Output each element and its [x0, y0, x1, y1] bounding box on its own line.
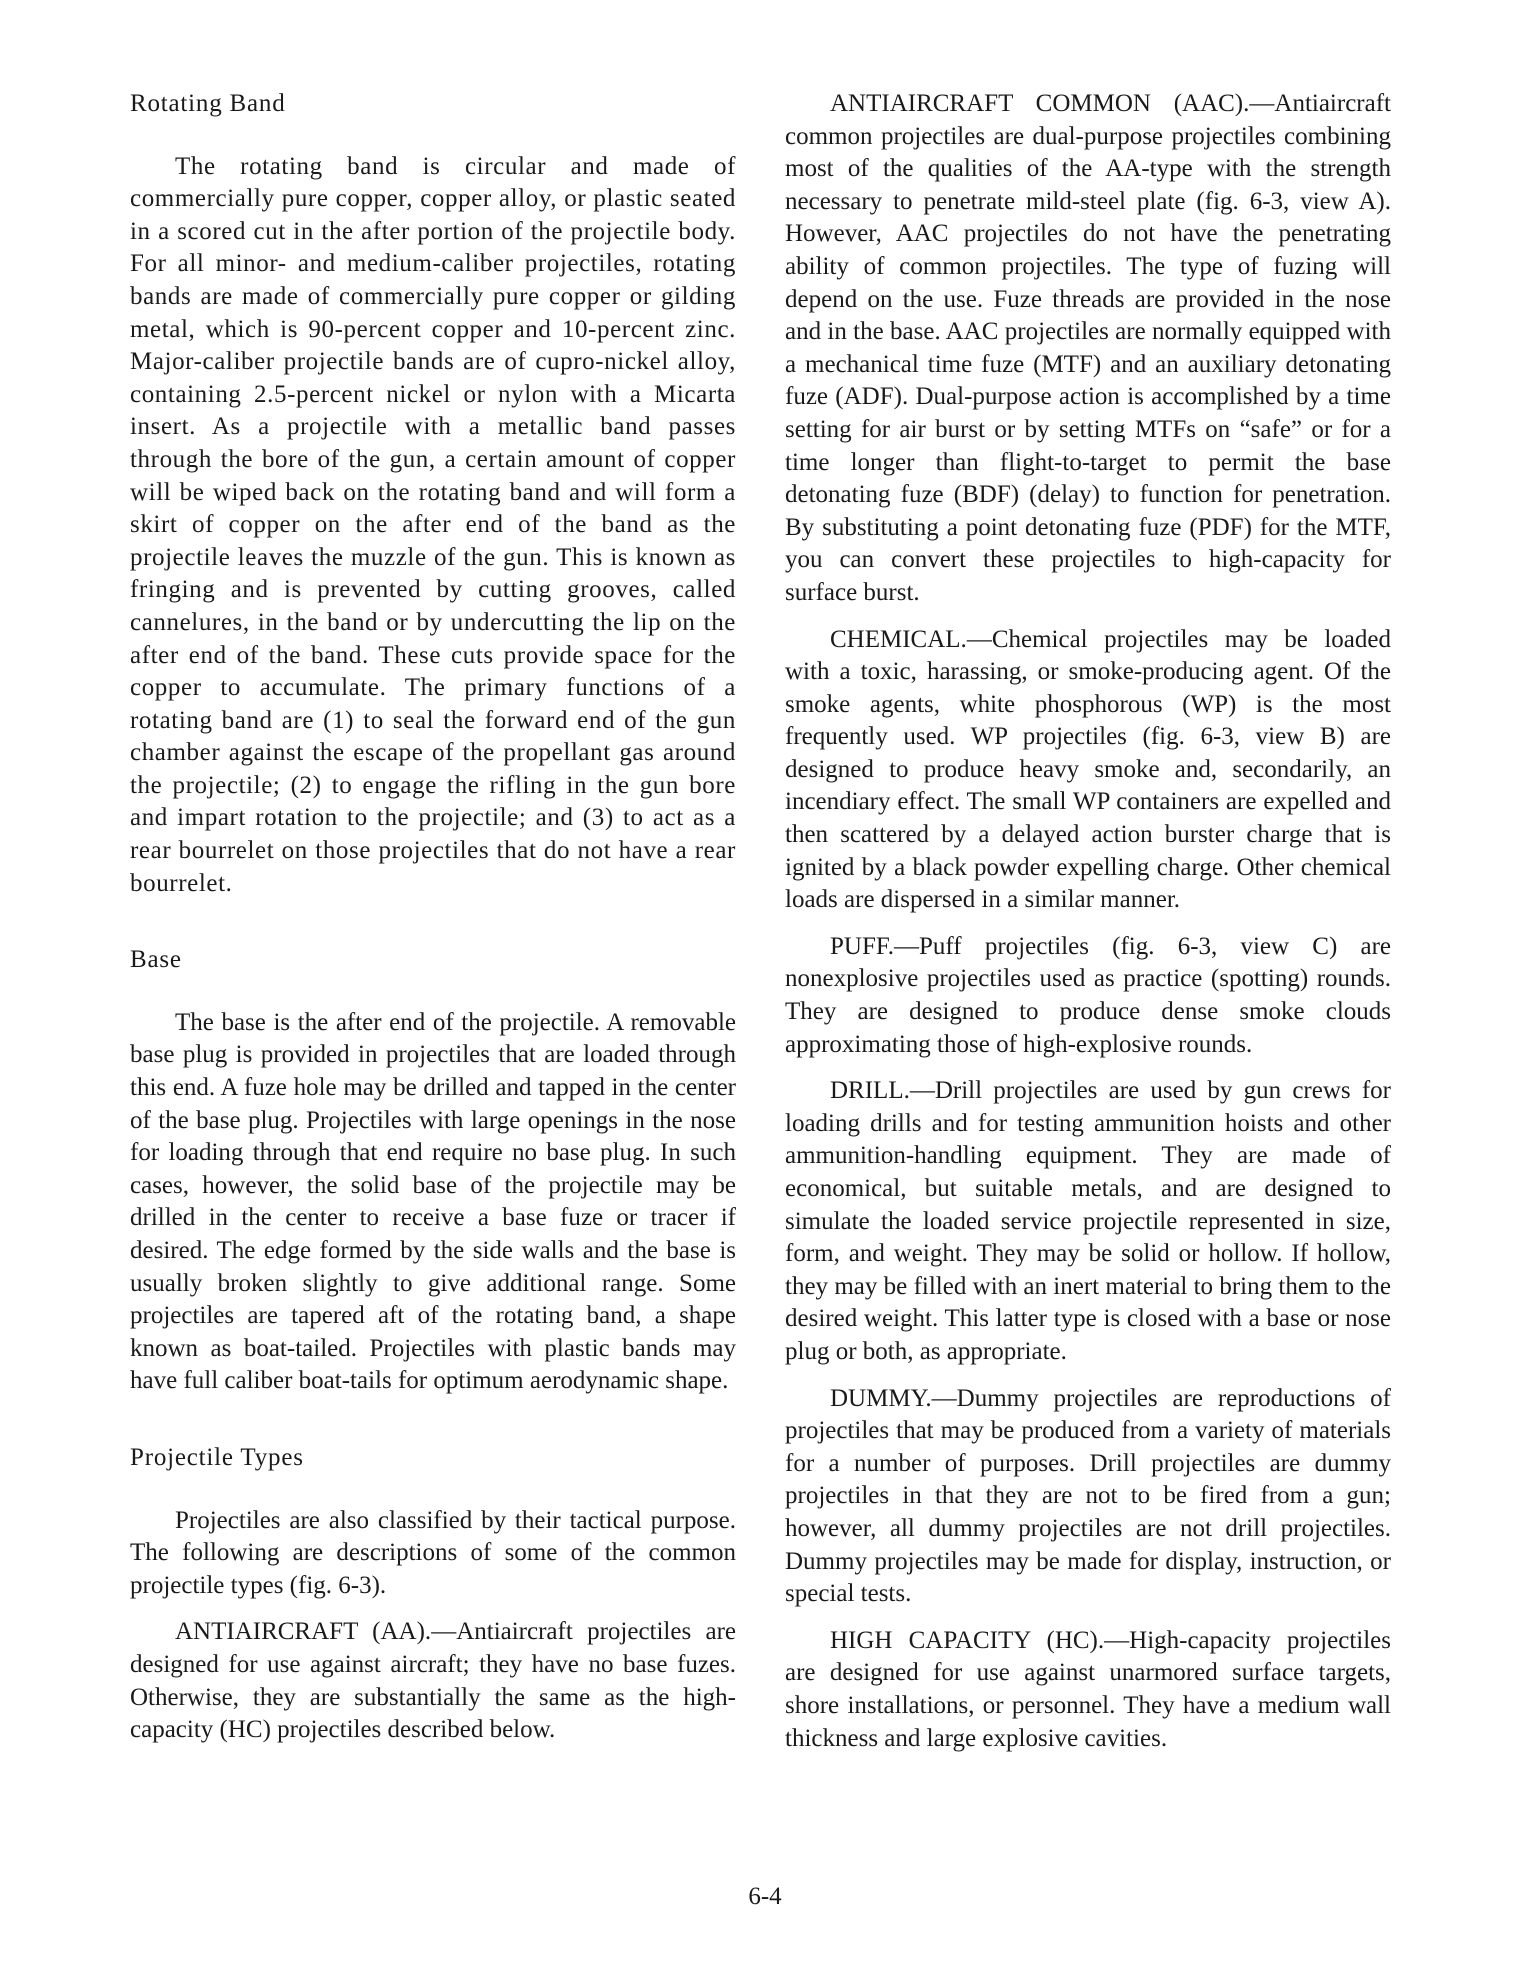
aac-text: —Antiaircraft common projectiles are dual-purpose projectiles combining most of the qualities of the AA-type with the strength necessary to penetrate mild-steel plate (fig. 6-3, view A). However, AAC projectiles do not have the penetrating ability of common projectiles. The type of fuzing will depend on the use. Fuze threads are provided in the nose and in the base. AAC projectiles are normally equipped with a mechanical time fuze (MTF) and an auxiliary detonating fuze (ADF). Dual-purpose action is accomplished by a time setting for air burst or by setting MTFs on “safe” or for a time longer than flight-to-target to permit the base detonating fuze (BDF) (delay) to function for penetration. By substituting a point detonating fuze (PDF) for the MTF, you can convert these projectiles to high-capacity for surface burst.: [785, 90, 1391, 606]
puff-paragraph: [785, 931, 1391, 1061]
puff-term: PUFF.: [830, 932, 895, 960]
dummy-text: —Dummy projectiles are reproductions of projectiles that may be produced from a variety of materials for a number of purposes. Drill projectiles are dummy projectiles in that they are not to be fired from a gun; however, all dummy projectiles are not drill projectiles. Dummy projectiles may be made for display, instruction, or special tests.: [785, 1384, 1391, 1608]
rotating-band-paragraph: The rotating band is circular and made of commercially pure copper, copper alloy, or plastic seated in a scored cut in the after portion of the projectile body. For all minor- and medium-caliber projectiles, rotating bands are made of commercially pure copper or gilding metal, which is 90-percent copper and 10-percent zinc. Major-caliber projectile bands are of cupro-nickel alloy, containing 2.5-percent nickel or nylon with a Micarta insert. As a projectile with a metallic band passes through the bore of the gun, a certain amount of copper will be wiped back on the rotating band and will form a skirt of copper on the after end of the band as the projectile leaves the muzzle of the gun. This is known as fringing and is prevented by cutting grooves, called cannelures, in the band or by undercutting the lip on the after end of the band. These cuts provide space for the copper to accumulate. The primary functions of a rotating band are (1) to seal the forward end of the gun chamber against the escape of the propellant gas around the projectile; (2) to engage the rifling in the gun bore and impart rotation to the projectile; and (3) to act as a rear bourrelet on those projectiles that do not have a rear bourrelet.: [130, 152, 736, 897]
projectile-types-paragraph: Projectiles are also classified by their tactical purpose. The following are descriptions of some of the common projectile types (fig. 6-3).: [130, 1506, 736, 1599]
aac-paragraph: [785, 88, 1391, 610]
drill-text: —Drill projectiles are used by gun crews for loading drills and for testing ammunition hoists and other ammunition-handling equipment. They are made of economical, but suitable metals, and are designed to simulate the loaded service projectile represented in size, form, and weight. They may be solid or hollow. If hollow, they may be filled with an inert material to bring them to the desired weight. This latter type is closed with a base or nose plug or both, as appropriate.: [785, 1077, 1391, 1365]
projectile-types-heading: Projectile Types: [130, 1443, 304, 1471]
puff-text: —Puff projectiles (fig. 6-3, view C) are nonexplosive projectiles used as practice (spotting) rounds. They are designed to produce dense smoke clouds approximating those of high-explosive rounds.: [785, 932, 1391, 1058]
rotating-band-heading: Rotating Band: [130, 90, 286, 117]
aa-paragraph: [130, 1616, 736, 1746]
aac-term: ANTIAIRCRAFT COMMON (AAC).: [830, 90, 1250, 117]
page-number: 6-4: [748, 1883, 782, 1910]
dummy-term: DUMMY.: [830, 1384, 932, 1412]
left-column: [130, 88, 736, 1747]
aa-term: ANTIAIRCRAFT (AA).: [175, 1618, 432, 1646]
hc-term: HIGH CAPACITY (HC).: [830, 1626, 1105, 1654]
chemical-paragraph: [785, 624, 1391, 917]
chemical-term: CHEMICAL.: [830, 625, 967, 653]
base-heading: Base: [130, 946, 182, 974]
aa-text: —Antiaircraft projectiles are designed for use against aircraft; they have no base fuzes. Otherwise, they are substantially the same as the high-capacity (HC) projectiles described below.: [130, 1618, 736, 1744]
right-column: [785, 88, 1391, 1755]
hc-paragraph: [785, 1625, 1391, 1755]
dummy-paragraph: [785, 1383, 1391, 1611]
drill-paragraph: [785, 1075, 1391, 1368]
hc-text: —High-capacity projectiles are designed for use against unarmored surface targets, shore installations, or personnel. They have a medium wall thickness and large explosive cavities.: [785, 1626, 1391, 1752]
base-paragraph: The base is the after end of the projectile. A removable base plug is provided in projectiles that are loaded through this end. A fuze hole may be drilled and tapped in the center of the base plug. Projectiles with large openings in the nose for loading through that end require no base plug. In such cases, however, the solid base of the projectile may be drilled in the center to receive a base fuze or tracer if desired. The edge formed by the side walls and the base is usually broken slightly to give additional range. Some projectiles are tapered aft of the rotating band, a shape known as boat-tailed. Projectiles with plastic bands may have full caliber boat-tails for optimum aerodynamic shape.: [130, 1008, 736, 1395]
drill-term: DRILL.: [830, 1077, 910, 1105]
chemical-text: —Chemical projectiles may be loaded with a toxic, harassing, or smoke-producing agent. Of the smoke agents, white phosphorous (WP) is the most frequently used. WP projectiles (fig. 6-3, view B) are designed to produce heavy smoke and, secondarily, an incendiary effect. The small WP containers are expelled and then scattered by a delayed action burster charge that is ignited by a black powder expelling charge. Other chemical loads are dispersed in a similar manner.: [785, 625, 1391, 914]
